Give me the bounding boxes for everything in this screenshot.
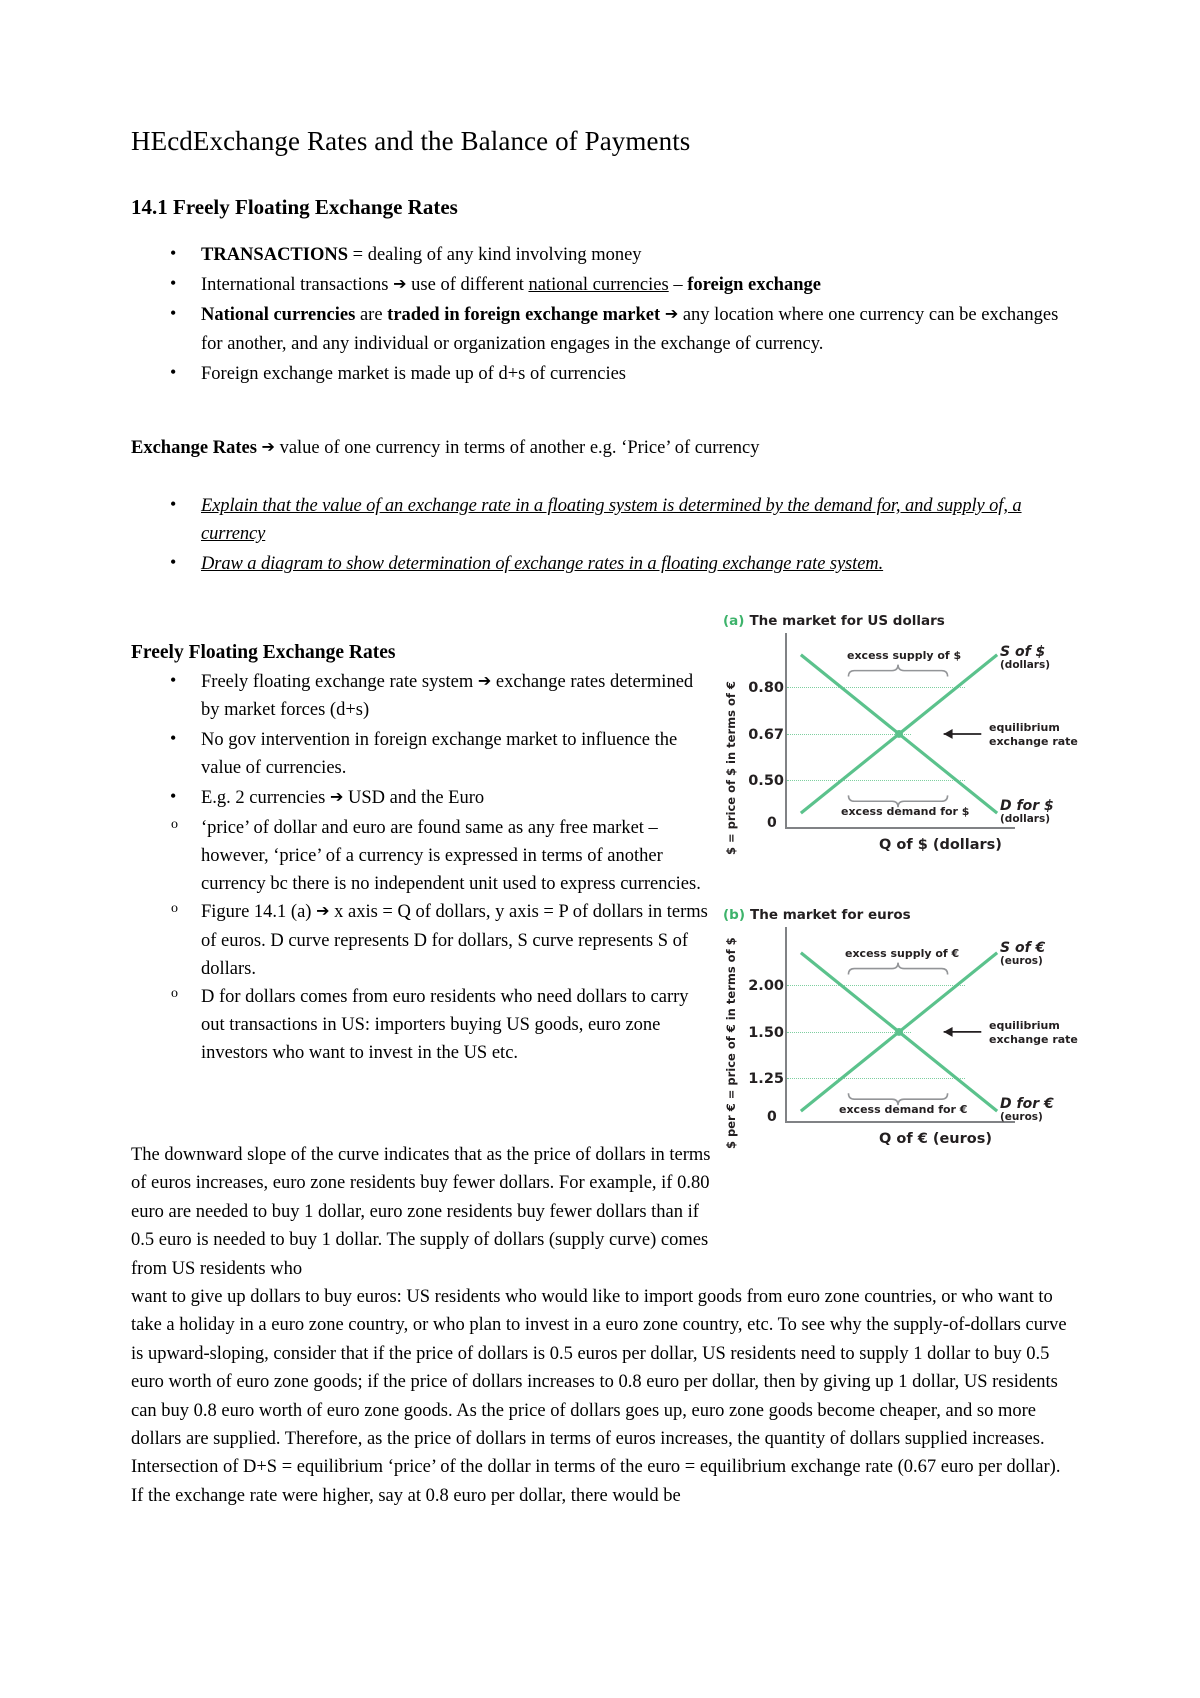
bullet-text: USD and the Euro bbox=[343, 787, 485, 808]
bullet-text: exchange rates determined by market forces (d+s) bbox=[201, 671, 694, 720]
freely-floating-sub-bullets bbox=[131, 814, 716, 1067]
bullet-bold-text: foreign exchange bbox=[687, 275, 821, 296]
section-heading: 14.1 Freely Floating Exchange Rates bbox=[131, 195, 458, 220]
figure-a-ytick-050: 0.50 bbox=[748, 773, 784, 790]
figure-a-excess-supply-label: excess supply of $ bbox=[847, 649, 962, 662]
supply-curve-label-text: S of € bbox=[1000, 940, 1046, 956]
body-paragraph-narrow: The downward slope of the curve indicates that as the price of dollars in terms of euros increases, euro zone residents buy fewer dollars. For example, if 0.80 euro are needed to buy 1 dollar, euro zone residents buy fewer dollars than if 0.5 euro is needed to buy 1 dollar. The supply of dollars (supply curve) comes from US residents who bbox=[131, 1145, 711, 1279]
figure-a-caption bbox=[723, 613, 1073, 629]
supply-curve-sublabel: (euros) bbox=[1000, 954, 1043, 967]
arrow-icon: ➔ bbox=[329, 786, 344, 806]
figure-a-braces bbox=[787, 633, 1015, 827]
bullet-bold-lead: TRANSACTIONS bbox=[201, 245, 349, 266]
freely-floating-left-column bbox=[131, 640, 716, 1067]
figure-b-excess-demand-label: excess demand for € bbox=[839, 1103, 968, 1116]
figure-b-body bbox=[723, 927, 1078, 1149]
figure-b-title: The market for euros bbox=[750, 907, 911, 923]
list-item bbox=[131, 814, 716, 898]
figure-b-y-axis-label: $ per € = price of € in terms of $ bbox=[724, 937, 738, 1149]
figure-b-ytick-150: 1.50 bbox=[748, 1024, 784, 1041]
supply-curve-label-text: S of $ bbox=[1000, 644, 1046, 660]
list-item bbox=[131, 301, 1075, 357]
figure-b-equilibrium-note bbox=[989, 1019, 1085, 1047]
body-paragraph-final: Intersection of D+S = equilibrium ‘price’ of the dollar in terms of the euro = equilibrium exchange rate (0.67 euro per dollar). If the exchange rate were higher, say at 0.8 euro per dollar, there would be bbox=[131, 1457, 1061, 1506]
figure-a-x-axis-label: Q of $ (dollars) bbox=[879, 837, 1002, 853]
figure-a-body bbox=[723, 633, 1078, 855]
arrow-icon: ➔ bbox=[477, 670, 492, 690]
bullet-text: E.g. 2 currencies bbox=[201, 787, 330, 808]
bullet-text: any location where one currency can be exchanges for another, and any individual or organization engages in the exchange of currency. bbox=[201, 305, 1059, 354]
bullet-text: International transactions bbox=[201, 275, 394, 296]
equilibrium-note-text: equilibrium exchange rate bbox=[989, 721, 1078, 748]
figure-b-supply-label bbox=[1000, 941, 1045, 967]
bullet-text: = dealing of any kind involving money bbox=[348, 245, 642, 266]
figure-a-ytick-067: 0.67 bbox=[748, 726, 784, 743]
list-item bbox=[131, 784, 716, 812]
exchange-rates-definition bbox=[131, 434, 1075, 462]
intro-bullet-list bbox=[131, 241, 1075, 388]
sub-heading: Freely Floating Exchange Rates bbox=[131, 642, 396, 664]
arrow-icon: ➔ bbox=[393, 274, 407, 294]
figure-a-y-axis-label: $ = price of $ in terms of € bbox=[724, 681, 738, 855]
exchange-rates-text: value of one currency in terms of another e.g. ‘Price’ of currency bbox=[274, 437, 760, 458]
figure-b-demand-label bbox=[1000, 1097, 1054, 1123]
body-paragraph-wide: want to give up dollars to buy euros: US residents who would like to import goods from euro zone countries, or who want to take a holiday in a euro zone country, or who plan to invest in a euro zone country, etc. To see why the supply-of-dollars curve is upward-sloping, consider that if the price of dollars is 0.5 euros per dollar, US residents need to supply 1 dollar to buy 0.5 euro worth of euro zone goods; if the price of dollars increases to 0.8 euro per dollar, then by giving up 1 dollar, US residents can buy 0.8 euro worth of euro zone goods. As the price of dollars goes up, euro zone goods become cheaper, and so more dollars are supplied. Therefore, as the price of dollars in terms of euros increases, the quantity of dollars supplied increases. bbox=[131, 1287, 1067, 1449]
page-title: HEcdExchange Rates and the Balance of Payments bbox=[131, 126, 691, 156]
equilibrium-arrow-head bbox=[944, 729, 953, 739]
arrow-icon: ➔ bbox=[316, 901, 330, 921]
objectives-list bbox=[131, 492, 1075, 578]
exchange-rates-label: Exchange Rates bbox=[131, 437, 257, 458]
demand-curve-label-text: D for € bbox=[1000, 1096, 1054, 1112]
figure-b-ytick-125: 1.25 bbox=[748, 1071, 784, 1088]
sub-bullet-text: x axis = Q of dollars, y axis = P of dollars in terms of euros. D curve represents D for dollars, S curve represents S of dollars. bbox=[201, 902, 708, 979]
figure-a-ytick-080: 0.80 bbox=[748, 680, 784, 697]
figure-a-plot-area bbox=[748, 633, 1078, 853]
bullet-text: Freely floating exchange rate system bbox=[201, 671, 478, 692]
figure-a bbox=[723, 613, 1078, 855]
list-item bbox=[131, 726, 716, 782]
figure-b-ytick-200: 2.00 bbox=[748, 978, 784, 995]
bullet-text: use of different bbox=[406, 275, 529, 296]
bullet-text: are bbox=[355, 305, 388, 326]
freely-floating-bullets bbox=[131, 668, 716, 813]
objective-text: Draw a diagram to show determination of exchange rates in a floating exchange rate system. bbox=[201, 554, 884, 575]
arrow-icon: ➔ bbox=[261, 436, 275, 456]
objective-text: Explain that the value of an exchange rate in a floating system is determined by the demand for, and supply of, a currency bbox=[201, 495, 1022, 544]
figure-b-origin-label: 0 bbox=[767, 1109, 777, 1125]
figure-a-letter: (a) bbox=[723, 613, 745, 629]
list-item bbox=[131, 668, 716, 724]
bullet-text: – bbox=[668, 275, 688, 296]
figure-b-caption bbox=[723, 907, 1073, 923]
excess-supply-brace bbox=[848, 963, 947, 975]
bullet-underlined-text: national currencies bbox=[528, 275, 669, 296]
demand-curve-label-text: D for $ bbox=[1000, 798, 1054, 814]
list-item bbox=[131, 898, 716, 982]
list-item bbox=[131, 492, 1075, 548]
list-item bbox=[131, 271, 1075, 299]
figure-a-origin-label: 0 bbox=[767, 815, 777, 831]
figure-b-plot-area bbox=[748, 927, 1078, 1147]
figure-b-letter: (b) bbox=[723, 907, 746, 923]
figures-column bbox=[723, 613, 1078, 1149]
demand-curve-sublabel: (euros) bbox=[1000, 1110, 1043, 1123]
sub-bullet-text: D for dollars comes from euro residents who need dollars to carry out transactions in US: importers buying US goods, euro zone investors who want to invest in the US etc. bbox=[201, 986, 689, 1063]
spacer bbox=[131, 390, 1075, 434]
excess-supply-brace bbox=[848, 665, 947, 677]
demand-curve-sublabel: (dollars) bbox=[1000, 812, 1051, 825]
figure-b-x-axis-label: Q of € (euros) bbox=[879, 1131, 992, 1147]
spacer bbox=[131, 462, 1075, 492]
sub-bullet-text: Figure 14.1 (a) bbox=[201, 902, 317, 923]
bullet-bold-text: traded in foreign exchange market bbox=[387, 305, 661, 326]
figure-b-excess-supply-label: excess supply of € bbox=[845, 947, 960, 960]
figure-a-equilibrium-note bbox=[989, 721, 1085, 749]
supply-curve-sublabel: (dollars) bbox=[1000, 658, 1051, 671]
bullet-bold-text: National currencies bbox=[201, 305, 356, 326]
figure-a-excess-demand-label: excess demand for $ bbox=[841, 805, 970, 818]
figure-b bbox=[723, 907, 1078, 1149]
list-item bbox=[131, 360, 1075, 388]
list-item bbox=[131, 241, 1075, 269]
arrow-icon: ➔ bbox=[664, 304, 679, 324]
bullet-text: No gov intervention in foreign exchange market to influence the value of currencies. bbox=[201, 729, 678, 778]
figure-a-supply-label bbox=[1000, 645, 1050, 671]
equilibrium-arrow-head bbox=[944, 1027, 953, 1037]
list-item bbox=[131, 550, 1075, 578]
figure-a-demand-label bbox=[1000, 799, 1054, 825]
figure-a-title: The market for US dollars bbox=[749, 613, 945, 629]
sub-bullet-text: ‘price’ of dollar and euro are found same as any free market – however, ‘price’ of a currency is expressed in terms of another currency bc there is no independent unit used to express currencies. bbox=[201, 818, 701, 895]
equilibrium-note-text: equilibrium exchange rate bbox=[989, 1019, 1078, 1046]
bullet-text: Foreign exchange market is made up of d+s of currencies bbox=[201, 363, 626, 384]
list-item bbox=[131, 983, 716, 1067]
